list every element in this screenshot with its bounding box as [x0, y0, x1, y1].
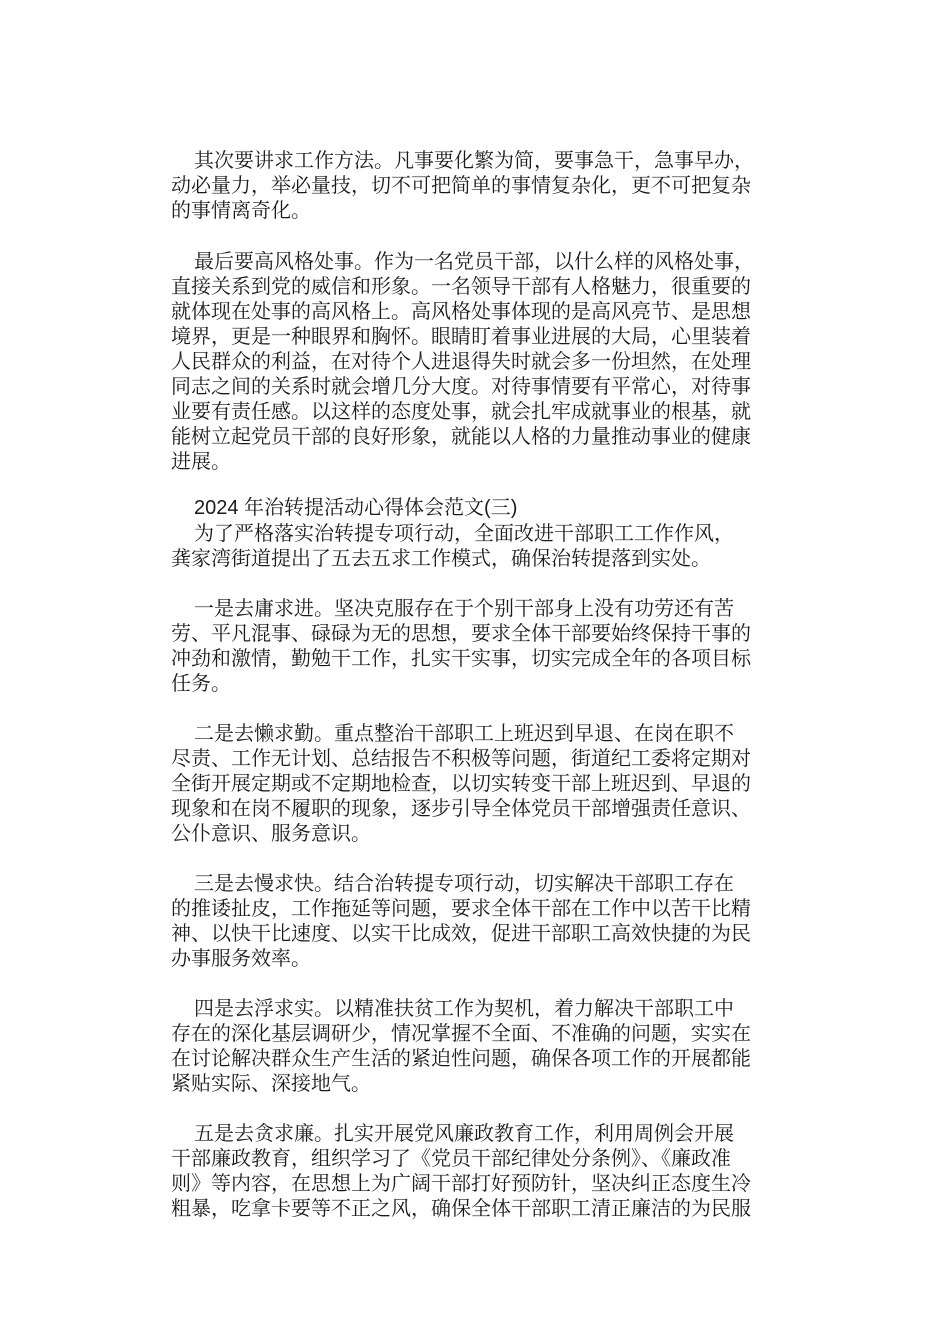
paragraph-line: 一是去庸求进。坚决克服存在于个别干部身上没有功劳还有苦: [194, 596, 734, 620]
paragraph-line: 冲劲和激情，勤勉干工作，扎实干实事，切实完成全年的各项目标: [171, 646, 751, 670]
paragraph-line: 办事服务效率。: [171, 946, 311, 970]
paragraph-three-speed: [171, 871, 831, 971]
paragraph-high-style: [171, 249, 831, 474]
paragraph-line: 直接关系到党的威信和形象。一名领导干部有人格魅力，很重要的: [171, 274, 751, 298]
section-three: [171, 496, 831, 571]
paragraph-line: 紧贴实际、深接地气。: [171, 1071, 371, 1095]
paragraph-line: 业要有责任感。以这样的态度处事，就会扎牢成就事业的根基，就: [171, 399, 751, 423]
paragraph-line: 二是去懒求勤。重点整治干部职工上班迟到早退、在岗在职不: [194, 721, 734, 745]
paragraph-four-practical: [171, 996, 831, 1096]
paragraph-line: 的推诿扯皮，工作拖延等问题，要求全体干部在工作中以苦干比精: [171, 896, 751, 920]
section-heading: 2024 年治转提活动心得体会范文(三): [194, 497, 518, 519]
paragraph-line: 进展。: [171, 449, 231, 473]
paragraph-line: 粗暴，吃拿卡要等不正之风，确保全体干部职工清正廉洁的为民服: [171, 1196, 751, 1220]
paragraph-five-integrity: [171, 1121, 831, 1221]
paragraph-line: 劳、平凡混事、碌碌为无的思想，要求全体干部要始终保持干事的: [171, 621, 751, 645]
paragraph-line: 其次要讲求工作方法。凡事要化繁为简，要事急干，急事早办，: [194, 148, 754, 172]
paragraph-line: 三是去慢求快。结合治转提专项行动，切实解决干部职工存在: [194, 871, 734, 895]
paragraph-line: 存在的深化基层调研少，情况掌握不全面、不准确的问题，实实在: [171, 1021, 751, 1045]
paragraph-line: 五是去贪求廉。扎实开展党风廉政教育工作，利用周例会开展: [194, 1121, 734, 1145]
paragraph-line: 最后要高风格处事。作为一名党员干部，以什么样的风格处事，: [194, 249, 754, 273]
paragraph-line: 同志之间的关系时就会增几分大度。对待事情要有平常心，对待事: [171, 374, 751, 398]
paragraph-one-diligence: [171, 596, 831, 696]
paragraph-line: 任务。: [171, 671, 231, 695]
paragraph-line: 能树立起党员干部的良好形象，就能以人格的力量推动事业的健康: [171, 424, 751, 448]
paragraph-line: 就体现在处事的高风格上。高风格处事体现的是高风亮节、是思想: [171, 299, 751, 323]
paragraph-line: 四是去浮求实。以精准扶贫工作为契机，着力解决干部职工中: [194, 996, 734, 1020]
paragraph-line: 现象和在岗不履职的现象，逐步引导全体党员干部增强责任意识、: [171, 796, 751, 820]
paragraph-line: 龚家湾街道提出了五去五求工作模式，确保治转提落到实处。: [171, 546, 711, 570]
paragraph-line: 全街开展定期或不定期地检查，以切实转变干部上班迟到、早退的: [171, 771, 751, 795]
paragraph-line: 尽责、工作无计划、总结报告不积极等问题，街道纪工委将定期对: [171, 746, 751, 770]
paragraph-line: 境界，更是一种眼界和胸怀。眼睛盯着事业进展的大局，心里装着: [171, 324, 751, 348]
paragraph-line: 人民群众的利益，在对待个人进退得失时就会多一份坦然，在处理: [171, 349, 751, 373]
paragraph-line: 公仆意识、服务意识。: [171, 821, 371, 845]
paragraph-line: 则》等内容，在思想上为广阔干部打好预防针，坚决纠正态度生冷: [171, 1171, 751, 1195]
paragraph-line: 干部廉政教育，组织学习了《党员干部纪律处分条例》、《廉政准: [171, 1146, 731, 1170]
paragraph-work-method: [171, 148, 831, 223]
paragraph-two-diligence: [171, 721, 831, 846]
paragraph-line: 动必量力，举必量技，切不可把简单的事情复杂化，更不可把复杂: [171, 173, 751, 197]
paragraph-line: 神、以快干比速度、以实干比成效，促进干部职工高效快捷的为民: [171, 921, 751, 945]
paragraph-line: 的事情离奇化。: [171, 198, 311, 222]
paragraph-line: 在讨论解决群众生产生活的紧迫性问题，确保各项工作的开展都能: [171, 1046, 751, 1070]
paragraph-line: 为了严格落实治转提专项行动，全面改进干部职工工作作风，: [194, 521, 734, 545]
